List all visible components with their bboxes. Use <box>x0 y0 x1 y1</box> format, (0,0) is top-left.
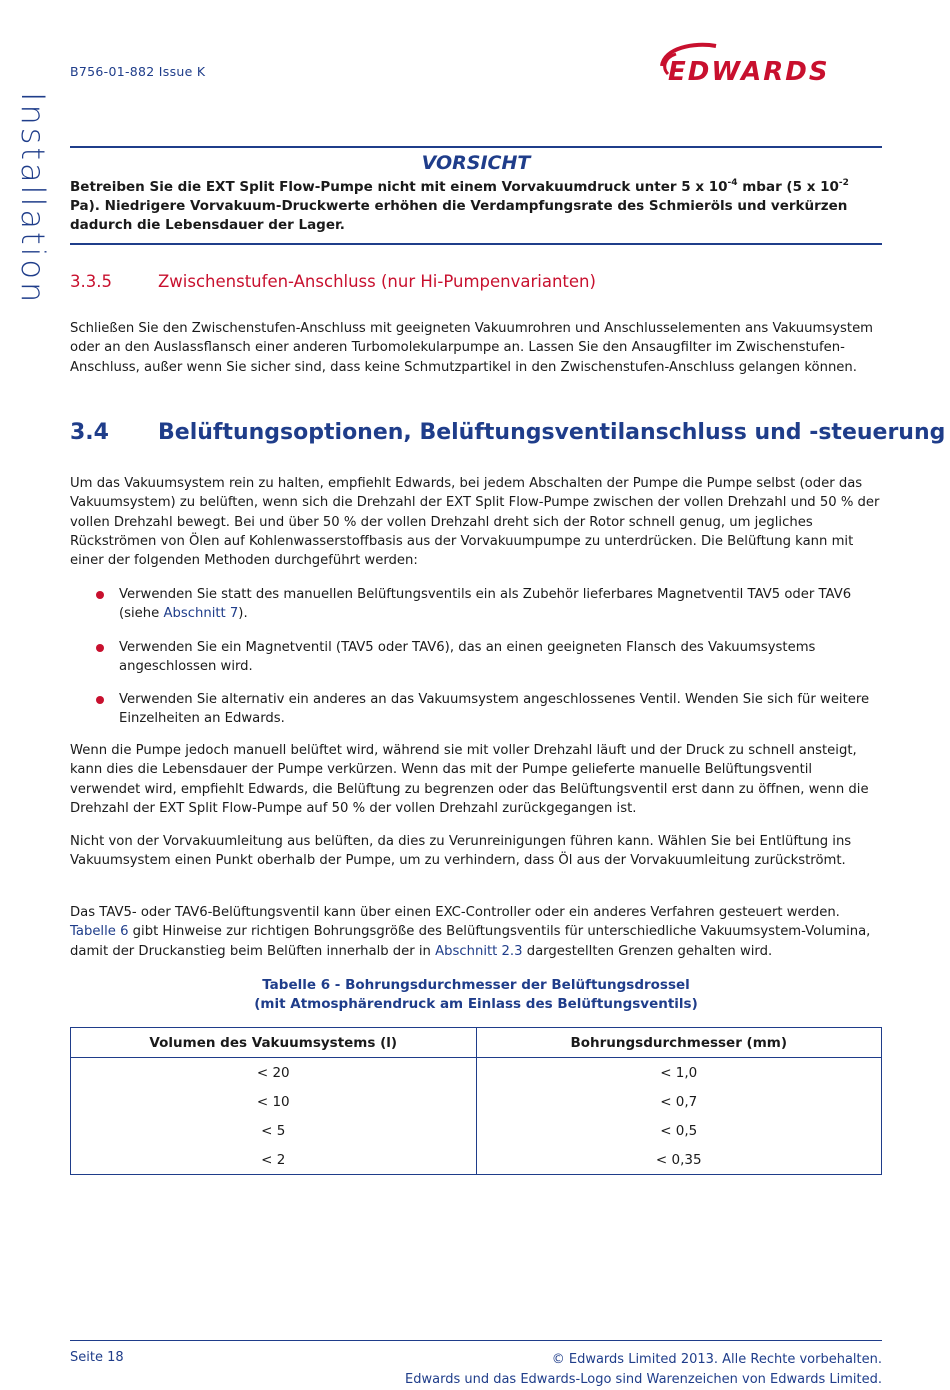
column-header: Bohrungsdurchmesser (mm) <box>476 1028 882 1058</box>
section-title: Zwischenstufen-Anschluss (nur Hi-Pumpenvarianten) <box>158 272 596 291</box>
venting-methods-list <box>70 585 885 743</box>
section-3-4-para-3: Nicht von der Vorvakuumleitung aus belüften, da dies zu Verunreinigungen führen kann. Wählen Sie bei Entlüftung ins Vakuumsystem einen Punkt oberhalb der Pumpe, um zu verhindern, dass Öl aus der Vorvakuumleitung zurückströmt. <box>70 834 852 869</box>
section-number: 3.4 <box>70 420 109 445</box>
caution-title: VORSICHT <box>421 152 531 174</box>
table-row <box>71 1116 882 1145</box>
bullet-icon <box>96 644 104 652</box>
table-caption: Tabelle 6 - Bohrungsdurchmesser der Belüftungsdrossel (mit Atmosphärendruck am Einlass des Belüftungsventils) <box>254 977 698 1012</box>
table-cell: < 20 <box>71 1058 477 1088</box>
table-row <box>71 1145 882 1175</box>
caution-box <box>70 146 882 245</box>
caution-top-rule <box>70 146 882 148</box>
column-header: Volumen des Vakuumsystems (l) <box>71 1028 477 1058</box>
link-abschnitt-2-3[interactable]: Abschnitt 2.3 <box>435 943 523 959</box>
footer-rule <box>70 1340 882 1341</box>
logo-text: EDWARDS <box>668 57 830 86</box>
section-heading-3-3-5 <box>70 272 596 291</box>
table-cell: < 2 <box>71 1145 477 1175</box>
table-cell: < 0,7 <box>476 1087 882 1116</box>
edwards-logo <box>654 40 884 86</box>
footer-legal <box>405 1350 882 1390</box>
section-3-3-5-body: Schließen Sie den Zwischenstufen-Anschluss mit geeigneten Vakuumrohren und Anschlusselementen ans Vakuumsystem oder an den Auslassflansch einer anderen Turbomolekularpumpe an. Lassen Sie den Ansaugfilter im Zwischenstufen-Anschluss, außer wenn Sie sicher sind, dass keine Schmutzpartikel in den Zwischenstufen-Anschluss gelangen können. <box>70 321 874 375</box>
side-tab-label: Installation <box>14 92 52 306</box>
caution-text: Betreiben Sie die EXT Split Flow-Pumpe nicht mit einem Vorvakuumdruck unter 5 x $10^{-4}$ mbar (5 x $10^{-2}$ Pa). Niedrigere Vorvakuum-Druckwerte erhöhen die Verdampfungsrate des Schmieröls und verkürzen dadurch die Lebensdauer der Lager. <box>70 178 849 233</box>
section-3-4-para-4: Das TAV5- oder TAV6-Belüftungsventil kann über einen EXC-Controller oder ein anderes Verfahren gesteuert werden. Tabelle 6 gibt Hinweise zur richtigen Bohrungsgröße des Belüftungsventils für unterschiedliche Vakuumsystem-Volumina, damit der Druckanstieg beim Belüften innerhalb der in Abschnitt 2.3 dargestellten Grenzen gehalten wird. <box>70 905 871 959</box>
table-row <box>71 1058 882 1088</box>
list-item: Verwenden Sie alternativ ein anderes an das Vakuumsystem angeschlossenes Ventil. Wenden Sie sich für weitere Einzelheiten an Edwards. <box>70 690 885 729</box>
side-tab <box>14 92 58 306</box>
copyright-text: © Edwards Limited 2013. Alle Rechte vorbehalten. <box>551 1352 882 1367</box>
orifice-table <box>70 1027 882 1175</box>
list-item: Verwenden Sie statt des manuellen Belüftungsventils ein als Zubehör lieferbares Magnetventil TAV5 oder TAV6 (siehe Abschnitt 7). <box>70 585 885 624</box>
section-title: Belüftungsoptionen, Belüftungsventilanschluss und -steuerung <box>158 420 946 445</box>
table-row <box>71 1087 882 1116</box>
table-cell: < 0,35 <box>476 1145 882 1175</box>
table-cell: < 10 <box>71 1087 477 1116</box>
table-cell: < 0,5 <box>476 1116 882 1145</box>
table-header-row <box>71 1028 882 1058</box>
link-tabelle-6[interactable]: Tabelle 6 <box>70 924 129 940</box>
table-cell: < 1,0 <box>476 1058 882 1088</box>
section-3-4-para-2: Wenn die Pumpe jedoch manuell belüftet wird, während sie mit voller Drehzahl läuft und der Druck zu schnell ansteigt, kann dies die Lebensdauer der Pumpe verkürzen. Wenn das mit der Pumpe gelieferte manuelle Belüftungsventil verwendet wird, empfiehlt Edwards, die Belüftung zu begrenzen oder das Belüftungsventil erst dann zu öffnen, wenn die Drehzahl der EXT Split Flow-Pumpe auf 50 % der vollen Drehzahl zurückgegangen ist. <box>70 743 869 816</box>
list-item: Verwenden Sie ein Magnetventil (TAV5 oder TAV6), das an einen geeigneten Flansch des Vakuumsystems angeschlossen wird. <box>70 638 885 677</box>
trademark-text: Edwards und das Edwards-Logo sind Warenzeichen von Edwards Limited. <box>405 1372 882 1387</box>
section-heading-3-4 <box>70 420 945 445</box>
page-number: Seite 18 <box>70 1350 124 1365</box>
document-number: B756-01-882 Issue K <box>70 64 206 79</box>
caution-bottom-rule <box>70 243 882 245</box>
table-cell: < 5 <box>71 1116 477 1145</box>
section-3-4-intro: Um das Vakuumsystem rein zu halten, empfiehlt Edwards, bei jedem Abschalten der Pumpe die Pumpe selbst (oder das Vakuumsystem) zu belüften, wenn sich die Drehzahl der EXT Split Flow-Pumpe zwischen der vollen Drehzahl und 50 % der vollen Drehzahl bewegt. Bei und über 50 % der vollen Drehzahl dreht sich der Rotor schnell genug, um jegliches Rückströmen von Ölen auf Kohlenwasserstoffbasis aus der Vorvakuumpumpe zu unterdrücken. Die Belüftung kann mit einer der folgenden Methoden durchgeführt werden: <box>70 476 880 569</box>
bullet-icon <box>96 591 104 599</box>
link-abschnitt-7[interactable]: Abschnitt 7 <box>163 606 239 622</box>
section-number: 3.3.5 <box>70 272 112 291</box>
bullet-icon <box>96 696 104 704</box>
